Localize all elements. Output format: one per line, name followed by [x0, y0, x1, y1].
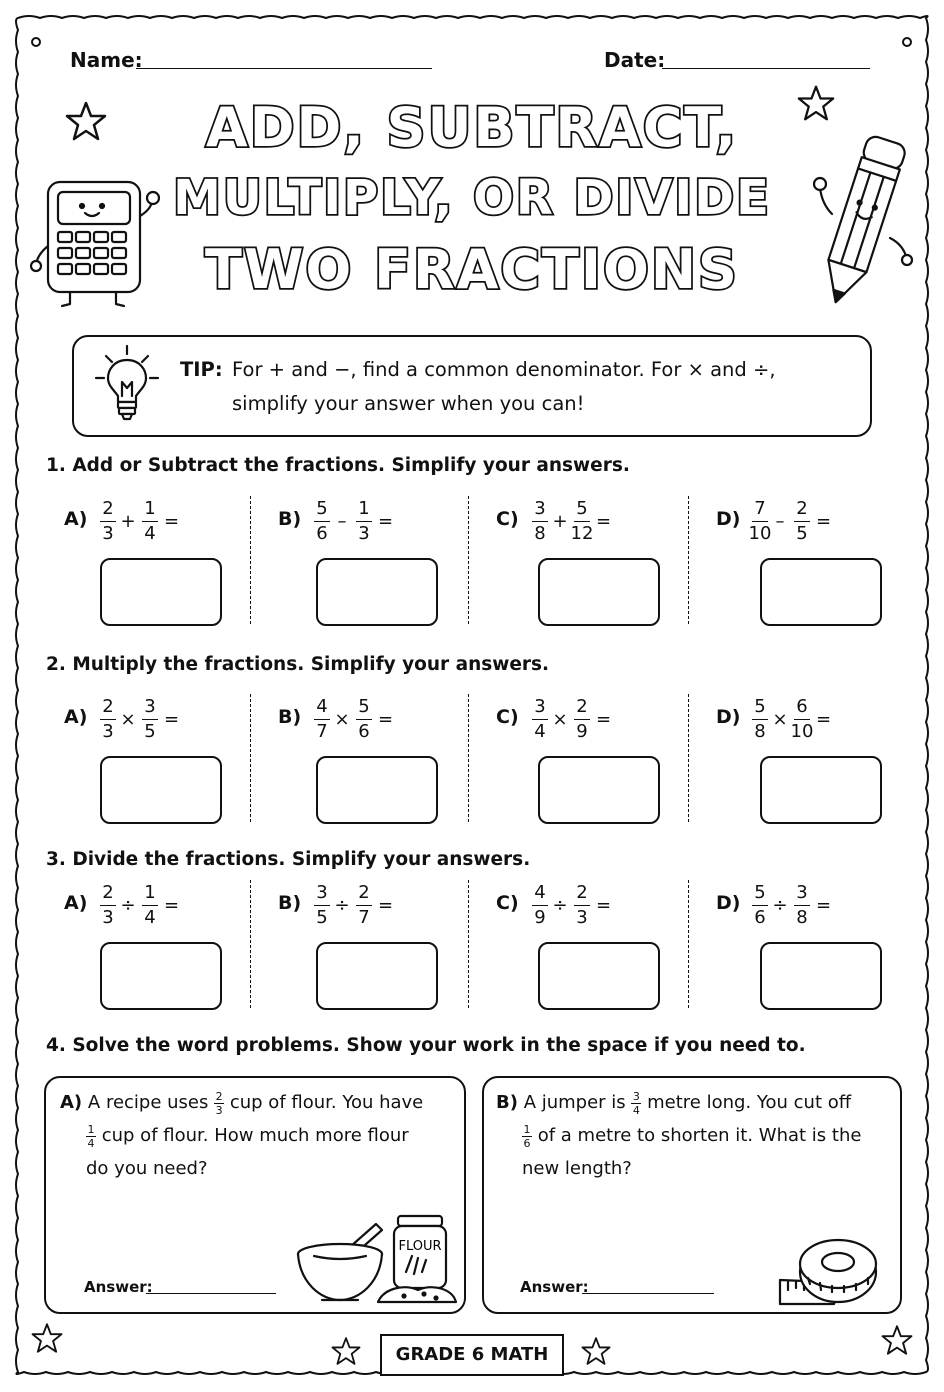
- problem-2d-fraction-a-numerator: 5: [754, 696, 766, 717]
- problem-2b-fraction-a-bar: [314, 719, 330, 720]
- problem-3c-fraction-a-numerator: 4: [534, 882, 546, 903]
- problem-2c-fraction-b-denominator: 9: [576, 721, 588, 742]
- problem-2b-fraction-b-denominator: 6: [358, 721, 370, 742]
- tape-measure-icon: [774, 1226, 880, 1308]
- problem-2d-fraction-a-bar: [752, 719, 768, 720]
- problem-1b-fraction-b-numerator: 1: [358, 498, 370, 519]
- problem-2c-fraction-b-bar: [574, 719, 590, 720]
- problem-3a-fraction-b-bar: [142, 905, 158, 906]
- problem-2d-fraction-b-numerator: 6: [796, 696, 808, 717]
- word-problem-a-text: [60, 1086, 450, 1185]
- problem-2b-fraction-b-numerator: 5: [358, 696, 370, 717]
- star-icon: [880, 1324, 914, 1356]
- problem-1b-fraction-b: [352, 500, 376, 545]
- problem-2d-answer-box[interactable]: [760, 756, 882, 824]
- problem-1a-answer-box[interactable]: [100, 558, 222, 626]
- problem-1d-fraction-b-bar: [794, 521, 810, 522]
- problem-1d-fraction-a-numerator: 7: [754, 498, 766, 519]
- problem-3d-fraction-a: [748, 884, 772, 929]
- section-2-divider-3: [688, 694, 689, 822]
- problem-2b-fraction-b-bar: [356, 719, 372, 720]
- problem-3b-fraction-a-denominator: 5: [316, 907, 328, 928]
- word-problem-a-label: A): [60, 1092, 83, 1113]
- problem-2b-fraction-a: [310, 698, 334, 743]
- problem-1b-fraction-b-denominator: 3: [358, 523, 370, 544]
- problem-3c-fraction-a-bar: [532, 905, 548, 906]
- wp-b-text-1: A jumper is: [523, 1092, 626, 1113]
- problem-3c-answer-box[interactable]: [538, 942, 660, 1010]
- problem-1d-label: D): [716, 508, 741, 530]
- wp-a-fraction-1: $\frac{2}{3}$: [215, 1089, 223, 1117]
- problem-3c-fraction-b-denominator: 3: [576, 907, 588, 928]
- problem-2a-operator: ×: [120, 709, 136, 730]
- problem-2c-fraction-a: [528, 698, 552, 743]
- wp-a-fraction-2: $\frac{1}{4}$: [87, 1122, 95, 1150]
- section-3-divider-3: [688, 880, 689, 1008]
- problem-1c-operator: +: [552, 511, 568, 532]
- problem-3a-operator: ÷: [120, 895, 136, 916]
- problem-1b-fraction-a: [310, 500, 334, 545]
- word-problem-b-text: [496, 1086, 886, 1185]
- problem-1c-fraction-b-bar: [574, 521, 590, 522]
- problem-3a-answer-box[interactable]: [100, 942, 222, 1010]
- problem-1d-operator: –: [775, 511, 785, 532]
- flour-jar-icon: [374, 1214, 460, 1306]
- problem-2b-label: B): [278, 706, 302, 728]
- problem-1d-fraction-a: [748, 500, 772, 545]
- name-line[interactable]: [136, 68, 432, 69]
- problem-1b-answer-box[interactable]: [316, 558, 438, 626]
- problem-2d-fraction-b-bar: [794, 719, 810, 720]
- problem-3a-label: A): [64, 892, 88, 914]
- problem-3b-fraction-a: [310, 884, 334, 929]
- problem-1d-fraction-a-bar: [752, 521, 768, 522]
- tip-label: TIP:: [180, 358, 223, 381]
- problem-2a-fraction-b-numerator: 3: [144, 696, 156, 717]
- problem-1a-fraction-a-bar: [100, 521, 116, 522]
- problem-3a-fraction-a-denominator: 3: [102, 907, 114, 928]
- problem-2c-label: C): [496, 706, 519, 728]
- problem-3d-fraction-b-numerator: 3: [796, 882, 808, 903]
- page-title-line-2: MULTIPLY, OR DIVIDE: [173, 170, 771, 226]
- problem-3a-fraction-b-denominator: 4: [144, 907, 156, 928]
- problem-3d-fraction-b-denominator: 8: [796, 907, 808, 928]
- wp-a-text-1: A recipe uses: [87, 1092, 209, 1113]
- problem-3b-fraction-b-denominator: 7: [358, 907, 370, 928]
- problem-2a-equals: =: [164, 709, 180, 730]
- problem-3b-fraction-b: [352, 884, 376, 929]
- wp-b-text-2: metre long. You cut off: [647, 1092, 852, 1113]
- problem-2c-equals: =: [596, 709, 612, 730]
- problem-1c-fraction-a-denominator: 8: [534, 523, 546, 544]
- star-icon: [580, 1336, 612, 1366]
- problem-1a-fraction-a-denominator: 3: [102, 523, 114, 544]
- tip-line-2: simplify your answer when you can!: [232, 392, 585, 415]
- problem-3d-fraction-a-numerator: 5: [754, 882, 766, 903]
- problem-3c-fraction-b-bar: [574, 905, 590, 906]
- problem-3d-answer-box[interactable]: [760, 942, 882, 1010]
- problem-3a-fraction-a-bar: [100, 905, 116, 906]
- problem-3a-fraction-a-numerator: 2: [102, 882, 114, 903]
- problem-1d-equals: =: [816, 511, 832, 532]
- problem-3b-equals: =: [378, 895, 394, 916]
- problem-2d-fraction-a-denominator: 8: [754, 721, 766, 742]
- problem-1d-fraction-b-numerator: 2: [796, 498, 808, 519]
- wp-a-answer-label: Answer:: [84, 1278, 153, 1296]
- problem-1b-label: B): [278, 508, 302, 530]
- problem-2c-operator: ×: [552, 709, 568, 730]
- problem-1a-fraction-b-denominator: 4: [144, 523, 156, 544]
- lightbulb-icon: [94, 344, 160, 424]
- problem-3a-fraction-b-numerator: 1: [144, 882, 156, 903]
- problem-1b-fraction-b-bar: [356, 521, 372, 522]
- section-2-divider-2: [468, 694, 469, 822]
- page-title-line-1: ADD, SUBTRACT,: [205, 96, 739, 159]
- problem-3c-operator: ÷: [552, 895, 568, 916]
- problem-1a-equals: =: [164, 511, 180, 532]
- problem-3d-equals: =: [816, 895, 832, 916]
- problem-2a-fraction-b-bar: [142, 719, 158, 720]
- problem-1c-answer-box[interactable]: [538, 558, 660, 626]
- wp-a-text-2: cup of flour. You have: [229, 1092, 424, 1113]
- section-1-divider-2: [468, 496, 469, 624]
- problem-3c-label: C): [496, 892, 519, 914]
- wp-b-answer-line[interactable]: [582, 1293, 714, 1294]
- problem-1d-fraction-b: [790, 500, 814, 545]
- problem-1a-fraction-b-numerator: 1: [144, 498, 156, 519]
- problem-2d-fraction-b-denominator: 10: [790, 721, 814, 742]
- problem-3b-answer-box[interactable]: [316, 942, 438, 1010]
- problem-2a-fraction-a-denominator: 3: [102, 721, 114, 742]
- problem-2a-fraction-b-denominator: 5: [144, 721, 156, 742]
- problem-2d-operator: ×: [772, 709, 788, 730]
- problem-3d-fraction-b-bar: [794, 905, 810, 906]
- problem-1c-label: C): [496, 508, 519, 530]
- section-3-divider-2: [468, 880, 469, 1008]
- problem-1b-fraction-a-bar: [314, 521, 330, 522]
- problem-2d-equals: =: [816, 709, 832, 730]
- problem-1a-fraction-a: [96, 500, 120, 545]
- wp-a-text-4: do you need?: [86, 1158, 208, 1179]
- problem-2c-fraction-a-denominator: 4: [534, 721, 546, 742]
- problem-2b-equals: =: [378, 709, 394, 730]
- problem-1d-answer-box[interactable]: [760, 558, 882, 626]
- problem-2d-fraction-b: [790, 698, 814, 743]
- problem-2a-fraction-b: [138, 698, 162, 743]
- wp-b-fraction-1: $\frac{3}{4}$: [632, 1089, 640, 1117]
- problem-1c-equals: =: [596, 511, 612, 532]
- section-2-divider-1: [250, 694, 251, 822]
- date-label: Date:: [604, 48, 666, 72]
- section-1-heading: 1. Add or Subtract the fractions. Simplify your answers.: [46, 455, 630, 476]
- problem-2c-fraction-a-numerator: 3: [534, 696, 546, 717]
- wp-b-fraction-2: $\frac{1}{6}$: [523, 1122, 531, 1150]
- problem-1c-fraction-a-numerator: 3: [534, 498, 546, 519]
- problem-2d-fraction-a: [748, 698, 772, 743]
- problem-1b-fraction-a-denominator: 6: [316, 523, 328, 544]
- problem-3c-fraction-a: [528, 884, 552, 929]
- problem-2b-fraction-a-numerator: 4: [316, 696, 328, 717]
- problem-3d-fraction-a-denominator: 6: [754, 907, 766, 928]
- problem-2c-answer-box[interactable]: [538, 756, 660, 824]
- section-2-heading: 2. Multiply the fractions. Simplify your answers.: [46, 654, 550, 675]
- problem-3a-equals: =: [164, 895, 180, 916]
- problem-3c-fraction-a-denominator: 9: [534, 907, 546, 928]
- tip-box: [72, 335, 872, 437]
- problem-2b-fraction-a-denominator: 7: [316, 721, 328, 742]
- problem-3b-fraction-a-bar: [314, 905, 330, 906]
- word-problem-b-label: B): [496, 1092, 518, 1113]
- wp-b-text-3: of a metre to shorten it. What is the: [537, 1125, 862, 1146]
- problem-2a-fraction-a-bar: [100, 719, 116, 720]
- name-label: Name:: [70, 48, 143, 72]
- problem-2a-answer-box[interactable]: [100, 756, 222, 824]
- problem-2c-fraction-b: [570, 698, 594, 743]
- tip-line-1: For + and −, find a common denominator. For × and ÷,: [232, 358, 776, 381]
- section-3-heading: 3. Divide the fractions. Simplify your answers.: [46, 849, 531, 870]
- section-4-heading: 4. Solve the word problems. Show your work in the space if you need to.: [46, 1035, 806, 1056]
- section-1-divider-1: [250, 496, 251, 624]
- problem-1c-fraction-b-numerator: 5: [576, 498, 588, 519]
- problem-1b-fraction-a-numerator: 5: [316, 498, 328, 519]
- problem-3b-label: B): [278, 892, 302, 914]
- problem-3d-label: D): [716, 892, 741, 914]
- problem-3c-fraction-b-numerator: 2: [576, 882, 588, 903]
- wp-b-answer-label: Answer:: [520, 1278, 589, 1296]
- problem-3c-fraction-b: [570, 884, 594, 929]
- problem-1c-fraction-a: [528, 500, 552, 545]
- problem-2b-fraction-b: [352, 698, 376, 743]
- wp-a-answer-line[interactable]: [146, 1293, 276, 1294]
- problem-2a-fraction-a: [96, 698, 120, 743]
- problem-3d-operator: ÷: [772, 895, 788, 916]
- problem-3b-operator: ÷: [334, 895, 350, 916]
- problem-3b-fraction-b-bar: [356, 905, 372, 906]
- problem-1a-fraction-a-numerator: 2: [102, 498, 114, 519]
- problem-3c-equals: =: [596, 895, 612, 916]
- problem-1b-operator: –: [337, 511, 347, 532]
- problem-3a-fraction-b: [138, 884, 162, 929]
- page-title-line-3: TWO FRACTIONS: [205, 238, 739, 301]
- problem-1c-fraction-b-denominator: 12: [570, 523, 594, 544]
- problem-1a-operator: +: [120, 511, 136, 532]
- problem-3b-fraction-a-numerator: 3: [316, 882, 328, 903]
- problem-1b-equals: =: [378, 511, 394, 532]
- flour-jar-text: FLOUR: [398, 1239, 442, 1254]
- section-3-divider-1: [250, 880, 251, 1008]
- star-icon: [330, 1336, 362, 1366]
- problem-1c-fraction-b: [570, 500, 594, 545]
- problem-2b-answer-box[interactable]: [316, 756, 438, 824]
- problem-2d-label: D): [716, 706, 741, 728]
- problem-2a-label: A): [64, 706, 88, 728]
- problem-2c-fraction-a-bar: [532, 719, 548, 720]
- date-line[interactable]: [662, 68, 870, 69]
- section-1-divider-3: [688, 496, 689, 624]
- problem-3d-fraction-a-bar: [752, 905, 768, 906]
- problem-2b-operator: ×: [334, 709, 350, 730]
- problem-3d-fraction-b: [790, 884, 814, 929]
- problem-1a-label: A): [64, 508, 88, 530]
- grade-banner: GRADE 6 MATH: [380, 1334, 564, 1376]
- problem-1d-fraction-b-denominator: 5: [796, 523, 808, 544]
- problem-1a-fraction-b: [138, 500, 162, 545]
- problem-1d-fraction-a-denominator: 10: [748, 523, 772, 544]
- problem-3a-fraction-a: [96, 884, 120, 929]
- problem-3b-fraction-b-numerator: 2: [358, 882, 370, 903]
- problem-2a-fraction-a-numerator: 2: [102, 696, 114, 717]
- problem-1c-fraction-a-bar: [532, 521, 548, 522]
- problem-2c-fraction-b-numerator: 2: [576, 696, 588, 717]
- wp-b-text-4: new length?: [522, 1158, 632, 1179]
- problem-1a-fraction-b-bar: [142, 521, 158, 522]
- star-icon: [30, 1322, 64, 1354]
- wp-a-text-3: cup of flour. How much more flour: [101, 1125, 409, 1146]
